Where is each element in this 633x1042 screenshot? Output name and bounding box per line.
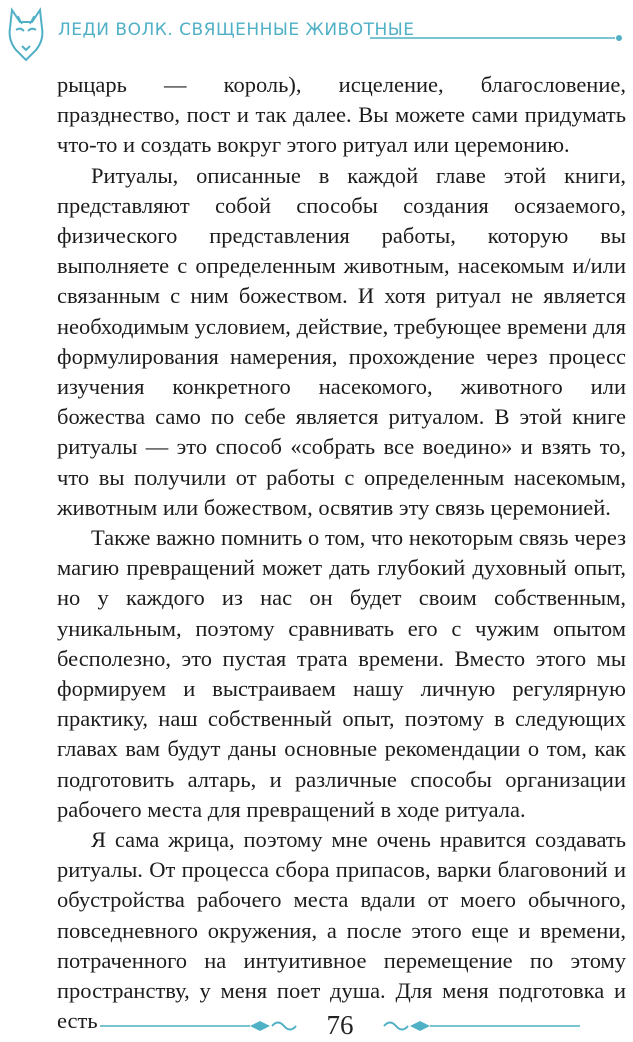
header-title: [58, 20, 415, 40]
scroll-ornament-icon: [380, 1018, 580, 1034]
running-header: [0, 0, 633, 66]
fox-mask-icon: [6, 6, 46, 62]
paragraph: Я сама жрица, поэтому мне очень нравится создавать ритуалы. От процесса сбора припасов, варки благовоний и обустройства рабочего места вдали от моего обычного, повседневного окружения, а после этого еще и времени, потраченного на интуитивное перемещение по этому пространству, у меня поет душа. Для меня подготовка и есть: [57, 827, 626, 1034]
paragraph: Ритуалы, описанные в каждой главе этой книги, представляют собой способы создания осязаемого, физического представления работы, которую вы выполняете с определенным животным, насекомым и/или связанным с ним божеством. И хотя ритуал не является необходимым условием, действие, требующее времени для формулирования намерения, прохождение через процесс изучения конкретного насекомого, животного или божества само по себе является ритуалом. В этой книге ритуалы — это способ «собрать все воедино» и взять то, что вы получили от работы с определенным насекомым, животным или божеством, освятив эту связь церемонией.: [57, 162, 626, 520]
header-divider: [370, 33, 625, 43]
paragraph: Также важно помнить о том, что некоторым связь через магию превращений может дать глубокий духовный опыт, но у каждого из нас он будет своим собственным, уникальным, поэтому сравнивать его с чужим опытом бесполезно, это пустая трата времени. Вместо этого мы формируем и выстраиваем нашу личную регулярную практику, наш собственный опыт, поэтому в следующих главах вам будут даны основные рекомендации о том, как подготовить алтарь, и различные способы организации рабочего места для превращений в ходе ритуала.: [57, 525, 626, 822]
page-number: 76: [326, 1010, 354, 1040]
header-book-title: СВЯЩЕННЫЕ ЖИВОТНЫЕ: [179, 20, 415, 40]
page-footer: [0, 1010, 633, 1042]
page-body: [57, 70, 626, 1037]
paragraph: рыцарь — король), исцеление, благословение, празднество, пост и так далее. Вы можете сами придумать что-то и создать вокруг этого ритуал или церемонию.: [57, 72, 626, 158]
header-author: ЛЕДИ ВОЛК.: [58, 20, 174, 40]
scroll-ornament-icon: [100, 1018, 300, 1034]
